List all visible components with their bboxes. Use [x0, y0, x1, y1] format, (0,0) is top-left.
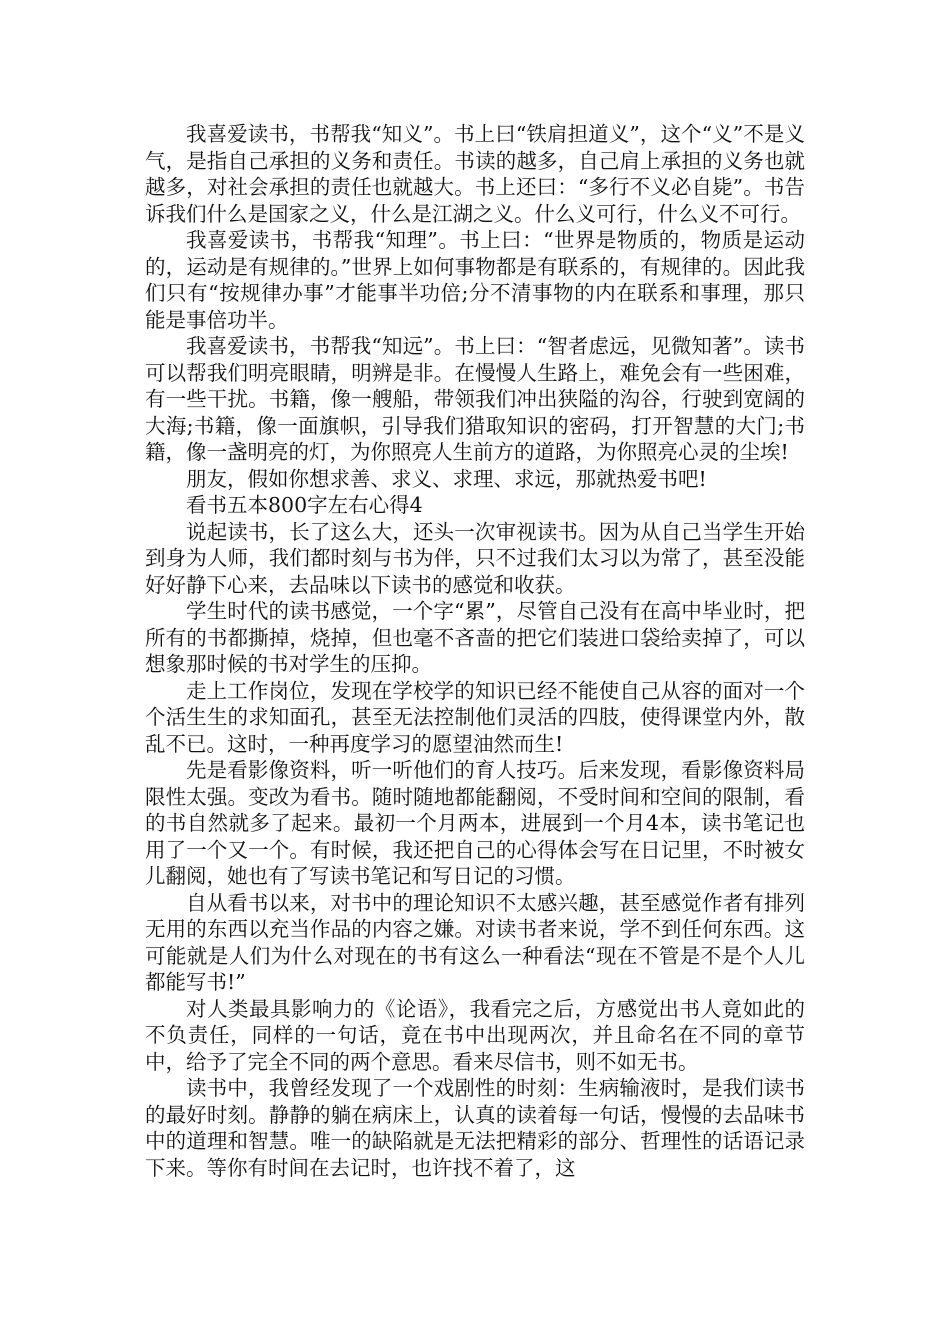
- paragraph-intro: 说起读书，长了这么大，还头一次审视读书。因为从自己当学生开始到身为人师，我们都时刻与书为伴，只不过我们太习以为常了，甚至没能好好静下心来，去品味以下读书的感觉和收获。: [145, 519, 805, 597]
- paragraph-work: 走上工作岗位，发现在学校学的知识已经不能使自己从容的面对一个个活生生的求知面孔，甚至无法控制他们灵活的四肢，使得课堂内外，散乱不已。这时，一种再度学习的愿望油然而生!: [145, 678, 805, 756]
- paragraph-zhili: 我喜爱读书，书帮我“知理”。书上曰：“世界是物质的，物质是运动的，运动是有规律的。”世界上如何事物都是有联系的，有规律的。因此我们只有“按规律办事”才能事半功倍;分不清事物的内在联系和事理，那只能是事倍功半。: [145, 228, 805, 332]
- document-page: [145, 121, 805, 1181]
- paragraph-zhiyi: 我喜爱读书，书帮我“知义”。书上曰“铁肩担道义”，这个“义”不是义气，是指自己承担的义务和责任。书读的越多，自己肩上承担的义务也就越多，对社会承担的责任也就越大。书上还曰：“多行不义必自毙”。书告诉我们什么是国家之义，什么是江湖之义。什么义可行，什么义不可行。: [145, 122, 805, 226]
- paragraph-theory: 自从看书以来，对书中的理论知识不太感兴趣，甚至感觉作者有排列无用的东西以充当作品的内容之嫌。对读书者来说，学不到任何东西。这可能就是人们为什么对现在的书有这么一种看法“现在不管是不是个人儿都能写书!”: [145, 890, 805, 994]
- paragraph-video: 先是看影像资料，听一听他们的育人技巧。后来发现，看影像资料局限性太强。变改为看书。随时随地都能翻阅，不受时间和空间的限制，看的书自然就多了起来。最初一个月两本，进展到一个月4本，读书笔记也用了一个又一个。有时候，我还把自己的心得体会写在日记里，不时被女儿翻阅，她也有了写读书笔记和写日记的习惯。: [145, 758, 805, 888]
- paragraph-hospital: 读书中，我曾经发现了一个戏剧性的时刻：生病输液时，是我们读书的最好时刻。静静的躺在病床上，认真的读着每一句话，慢慢的去品味书中的道理和智慧。唯一的缺陷就是无法把精彩的部分、哲理性的话语记录下来。等你有时间在去记时，也许找不着了，这: [145, 1076, 805, 1180]
- paragraph-zhiyuan: 我喜爱读书，书帮我“知远”。书上曰：“智者虑远，见微知著”。读书可以帮我们明亮眼睛，明辨是非。在慢慢人生路上，难免会有一些困难，有一些干扰。书籍，像一艘船，带领我们冲出狭隘的沟谷，行驶到宽阔的大海;书籍，像一面旗帜，引导我们猎取知识的密码，打开智慧的大门;书籍，像一盏明亮的灯，为你照亮人生前方的道路，为你照亮心灵的尘埃!: [145, 334, 805, 464]
- section-heading: 看书五本800字左右心得4: [186, 493, 423, 517]
- paragraph-lunyu: 对人类最具影响力的《论语》，我看完之后，方感觉出书人竟如此的不负责任，同样的一句话，竟在书中出现两次，并且命名在不同的章节中，给予了完全不同的两个意思。看来尽信书，则不如无书。: [145, 996, 805, 1074]
- paragraph-student-days: 学生时代的读书感觉，一个字“累”，尽管自己没有在高中毕业时，把所有的书都撕掉，烧掉，但也毫不吝啬的把它们装进口袋给卖掉了，可以想象那时候的书对学生的压抑。: [145, 599, 805, 676]
- paragraph-friend: 朋友，假如你想求善、求义、求理、求远，那就热爱书吧!: [186, 466, 707, 491]
